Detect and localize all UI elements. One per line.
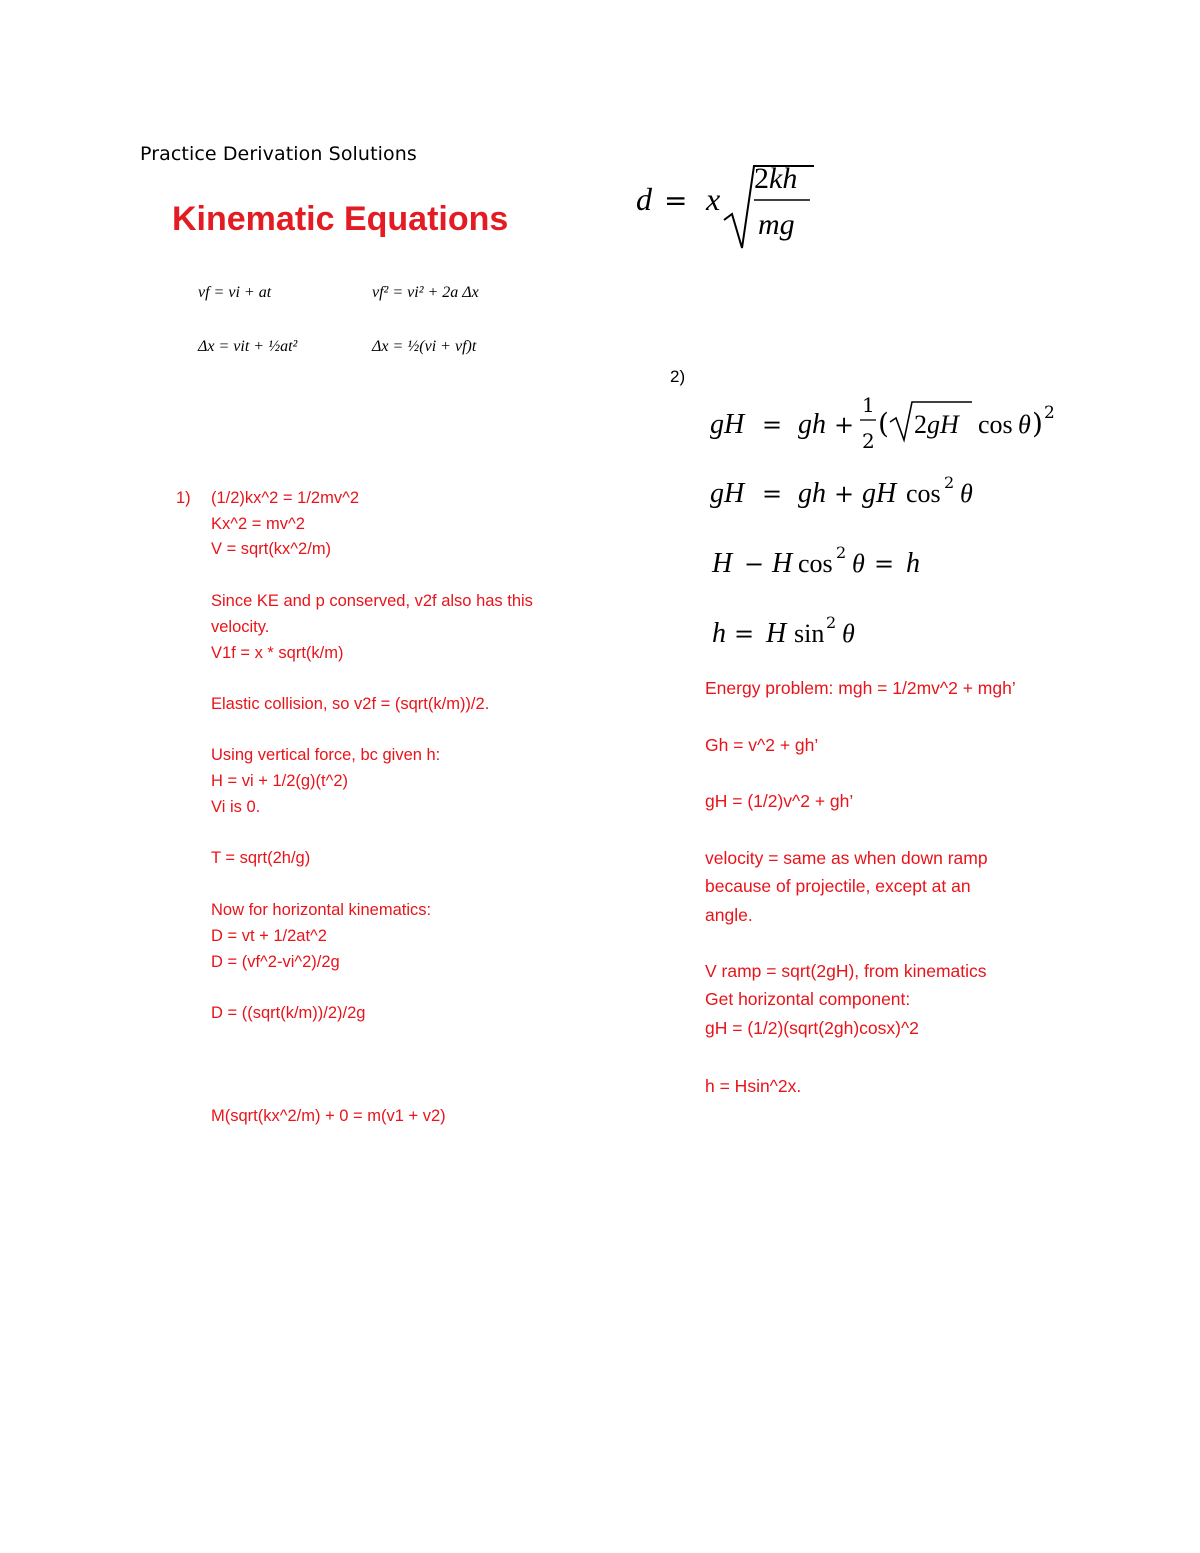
problem-1-number: 1) (176, 489, 191, 507)
distance-formula (636, 152, 836, 262)
svg-text:sin: sin (794, 619, 825, 648)
p1-line: Since KE and p conserved, v2f also has this (211, 592, 533, 610)
p1-line: D = vt + 1/2at^2 (211, 927, 327, 945)
svg-text:2: 2 (836, 543, 847, 562)
svg-text:(: ( (878, 407, 889, 440)
p1-line: Kx^2 = mv^2 (211, 515, 305, 533)
p2-line: Get horizontal component: (705, 989, 911, 1009)
page-title: Practice Derivation Solutions (140, 143, 417, 165)
svg-text:H: H (772, 548, 793, 579)
p1-line: V1f = x * sqrt(k/m) (211, 644, 344, 662)
p2-equation-1 (710, 388, 1070, 467)
svg-text:=: = (664, 184, 688, 217)
p2-line: angle. (705, 905, 753, 925)
svg-text:h: h (906, 548, 920, 579)
p1-line: Vi is 0. (211, 798, 261, 816)
kinematic-eq-1-text: vf = vi + at (198, 284, 272, 301)
kinematic-eq-4 (372, 338, 476, 356)
svg-text:H: H (766, 618, 787, 649)
svg-text:2: 2 (1044, 403, 1055, 423)
p1-line: Using vertical force, bc given h: (211, 746, 441, 764)
svg-text:2: 2 (826, 613, 837, 632)
p2-equation-3-graphic (710, 540, 970, 584)
kinematic-eq-2-text: vf² = vi² + 2a Δx (372, 284, 479, 301)
svg-text:=: = (874, 550, 895, 578)
svg-text:2kh: 2kh (754, 162, 798, 195)
kinematic-eq-3-text: Δx = vit + ½at² (198, 338, 298, 355)
p2-equation-4-graphic (710, 610, 910, 654)
p2-equation-3 (710, 540, 970, 591)
p2-line: velocity = same as when down ramp (705, 848, 988, 868)
p2-line: gH = (1/2)v^2 + gh’ (705, 791, 854, 811)
svg-text:θ: θ (1018, 410, 1031, 439)
p2-equation-2-graphic (710, 470, 1010, 514)
svg-text:h: h (712, 618, 726, 649)
svg-text:2: 2 (862, 429, 875, 453)
distance-formula-radical (636, 152, 836, 257)
svg-text:θ: θ (960, 479, 973, 508)
p1-line: Elastic collision, so v2f = (sqrt(k/m))/2. (211, 695, 490, 713)
p1-line: M(sqrt(kx^2/m) + 0 = m(v1 + v2) (211, 1107, 446, 1125)
kinematic-equations-heading: Kinematic Equations (172, 200, 509, 238)
svg-text:θ: θ (852, 549, 865, 578)
svg-text:−: − (744, 550, 765, 578)
svg-text:cos: cos (798, 549, 833, 578)
p2-line: h = Hsin^2x. (705, 1076, 802, 1096)
svg-text:cos: cos (978, 410, 1013, 439)
kinematic-eq-1 (198, 284, 271, 302)
p2-line: Energy problem: mgh = 1/2mv^2 + mgh’ (705, 678, 1016, 698)
p1-line: V = sqrt(kx^2/m) (211, 540, 332, 558)
p1-line: (1/2)kx^2 = 1/2mv^2 (211, 489, 360, 507)
p2-equation-2 (710, 470, 1010, 521)
p1-line: H = vi + 1/2(g)(t^2) (211, 772, 349, 790)
svg-text:=: = (762, 480, 783, 508)
p1-line: velocity. (211, 618, 270, 636)
svg-text:2gH: 2gH (914, 410, 959, 439)
p2-equation-4 (710, 610, 910, 661)
svg-text:=: = (734, 620, 755, 648)
svg-text:+: + (834, 480, 855, 508)
p2-line: Gh = v^2 + gh’ (705, 735, 819, 755)
kinematic-eq-3 (198, 338, 297, 356)
svg-text:gH: gH (710, 478, 745, 509)
kinematic-eq-4-text: Δx = ½(vi + vf)t (372, 338, 477, 355)
svg-text:θ: θ (842, 619, 855, 648)
svg-text:2: 2 (944, 473, 955, 492)
p1-line: T = sqrt(2h/g) (211, 849, 311, 867)
svg-text:cos: cos (906, 479, 941, 508)
svg-text:1: 1 (862, 393, 875, 417)
svg-text:=: = (762, 411, 783, 439)
svg-text:gH: gH (710, 409, 745, 440)
svg-text:): ) (1032, 407, 1043, 440)
p2-line: V ramp = sqrt(2gH), from kinematics (705, 961, 987, 981)
p1-line: Now for horizontal kinematics: (211, 901, 432, 919)
svg-text:d: d (636, 181, 652, 217)
p2-line: because of projectile, except at an (705, 876, 971, 896)
svg-text:H: H (712, 548, 733, 579)
svg-text:gH: gH (862, 478, 897, 509)
svg-text:+: + (834, 411, 855, 439)
p1-line: D = ((sqrt(k/m))/2)/2g (211, 1004, 366, 1022)
svg-text:x: x (706, 181, 721, 217)
kinematic-eq-2 (372, 284, 479, 302)
p1-line: D = (vf^2-vi^2)/2g (211, 953, 340, 971)
svg-text:gh: gh (798, 409, 826, 440)
p2-line: gH = (1/2)(sqrt(2gh)cosx)^2 (705, 1018, 919, 1038)
p2-equation-1-graphic (710, 388, 1070, 460)
svg-text:mg: mg (758, 208, 795, 241)
problem-2-number: 2) (670, 367, 686, 386)
svg-text:gh: gh (798, 478, 826, 509)
